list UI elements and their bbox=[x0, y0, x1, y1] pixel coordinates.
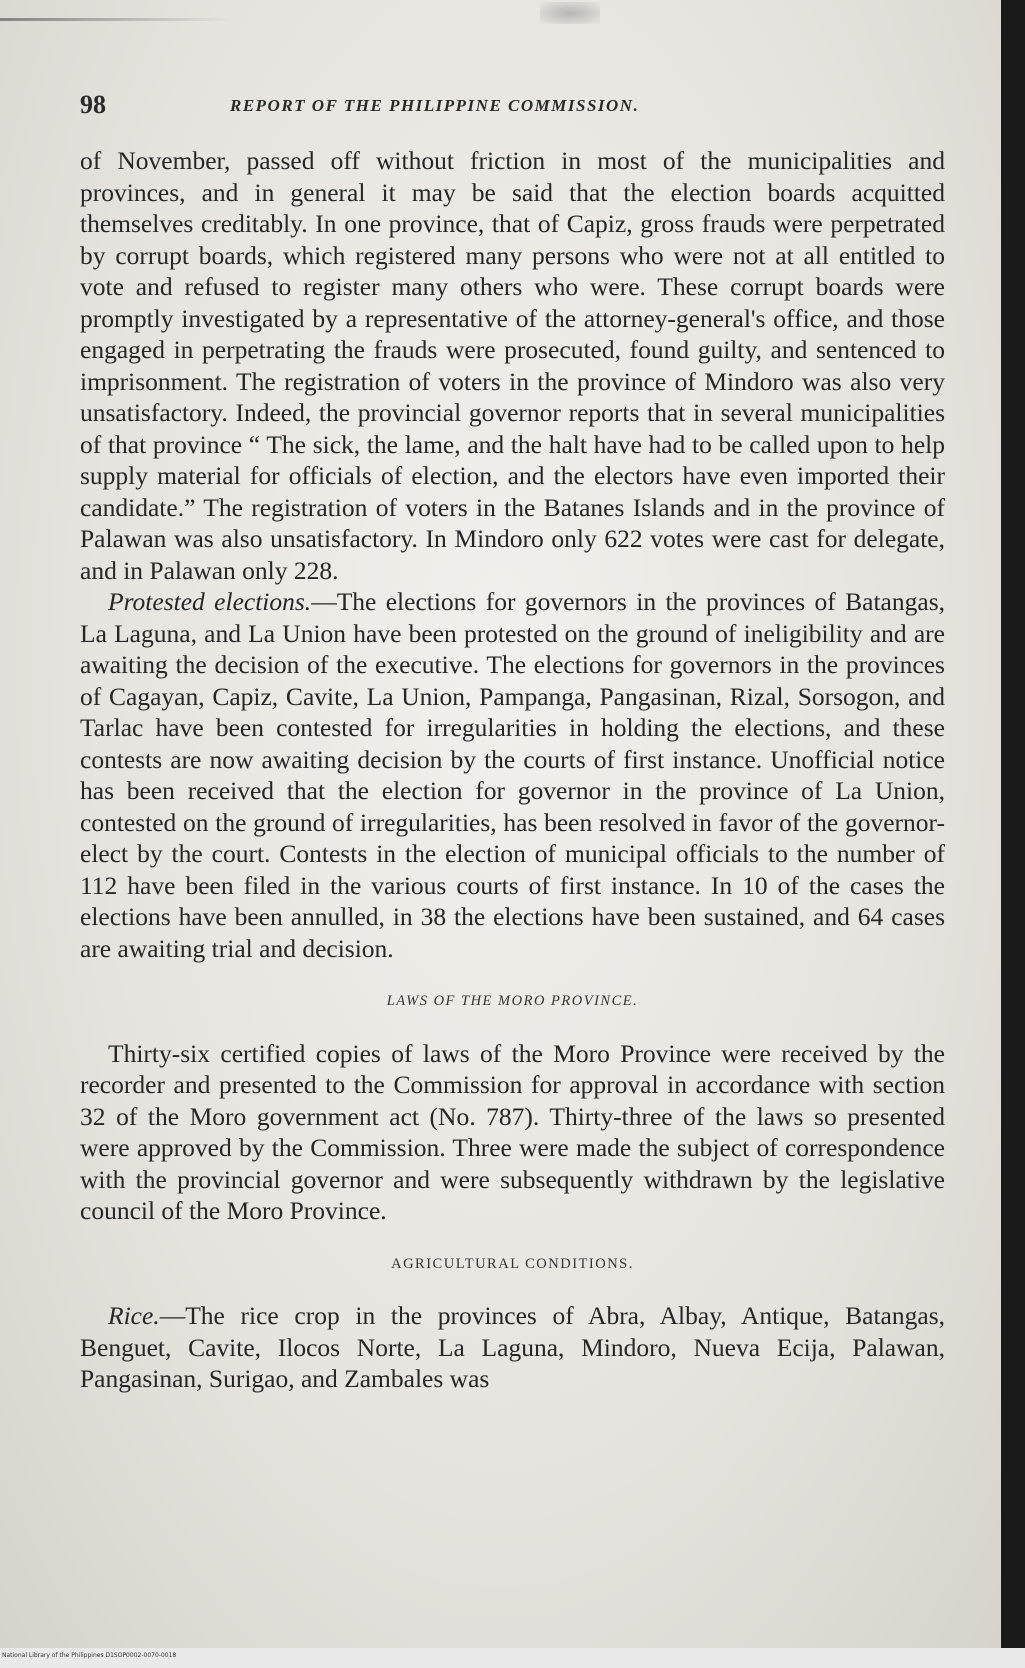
paragraph-lead: Rice. bbox=[108, 1301, 160, 1330]
scan-artifact-line bbox=[0, 18, 230, 21]
scan-footer-text: National Library of the Philippines D1SOP0002-0070-0018 bbox=[2, 1652, 177, 1659]
scan-footer bbox=[0, 1648, 1025, 1668]
paragraph-election-frauds: of November, passed off without friction in most of the municipalities and provinces, and in general it may be said that the election boards acquitted themselves creditably. In one province, that of Capiz, gross frauds were perpetrated by corrupt boards, which registered many persons who were not at all entitled to vote and refused to register many others who were. These corrupt boards were promptly investigated by a representative of the attorney-general's office, and those engaged in perpetrating the frauds were prosecuted, found guilty, and sentenced to imprisonment. The registration of voters in the province of Mindoro was also very unsatisfactory. Indeed, the provincial governor reports that in several municipalities of that province “ The sick, the lame, and the halt have had to be called upon to help supply material for officials of election, and the electors have even imported their candidate.” The registration of voters in the Batanes Islands and in the province of Palawan was also unsatisfactory. In Mindoro only 622 votes were cast for delegate, and in Palawan only 228. bbox=[80, 146, 945, 585]
paragraph-moro-laws: Thirty-six certified copies of laws of the Moro Province were received by the recorder and presented to the Commission for approval in accordance with section 32 of the Moro government act (No. 787). Thirty-three of the laws so presented were approved by the Commission. Three were made the subject of correspondence with the provincial governor and were subsequently withdrawn by the legislative council of the Moro Province. bbox=[80, 1038, 945, 1225]
page-header bbox=[80, 90, 940, 124]
section-heading-moro: LAWS OF THE MORO PROVINCE. bbox=[386, 993, 639, 1009]
paragraph-rice bbox=[80, 1300, 945, 1395]
paragraph-lead: Protested elections. bbox=[108, 587, 312, 616]
paragraph-text: —The elections for governors in the provinces of Batangas, La Laguna, and La Union have been protested on the ground of ineligibility and are awaiting the decision of the executive. The elections for governors in the provinces of Cagayan, Capiz, Cavite, La Union, Pampanga, Pangasinan, Rizal, Sorsogon, and Tarlac have been contested for irregularities in holding the elections, and these contests are now awaiting decision by the courts of first instance. Unofficial notice has been received that the election for governor in the province of La Union, contested on the ground of irregularities, has been resolved in favor of the governor-elect by the court. Contests in the election of municipal officials to the number of 112 have been filed in the various courts of first instance. In 10 of the cases the elections have been annulled, in 38 the elections have been sustained, and 64 cases are awaiting trial and decision. bbox=[80, 587, 945, 963]
scan-artifact-smudge bbox=[540, 2, 600, 24]
section-heading-agriculture: AGRICULTURAL CONDITIONS. bbox=[391, 1255, 634, 1272]
page-number: 98 bbox=[80, 90, 106, 119]
paragraph-protested-elections bbox=[80, 586, 945, 964]
paragraph-text: —The rice crop in the provinces of Abra, Albay, Antique, Batangas, Benguet, Cavite, Ilocos Norte, La Laguna, Mindoro, Nueva Ecija, Palawan, Pangasinan, Surigao, and Zambales was bbox=[80, 1301, 945, 1393]
body-text bbox=[80, 145, 945, 1395]
running-head: REPORT OF THE PHILIPPINE COMMISSION. bbox=[230, 96, 640, 115]
